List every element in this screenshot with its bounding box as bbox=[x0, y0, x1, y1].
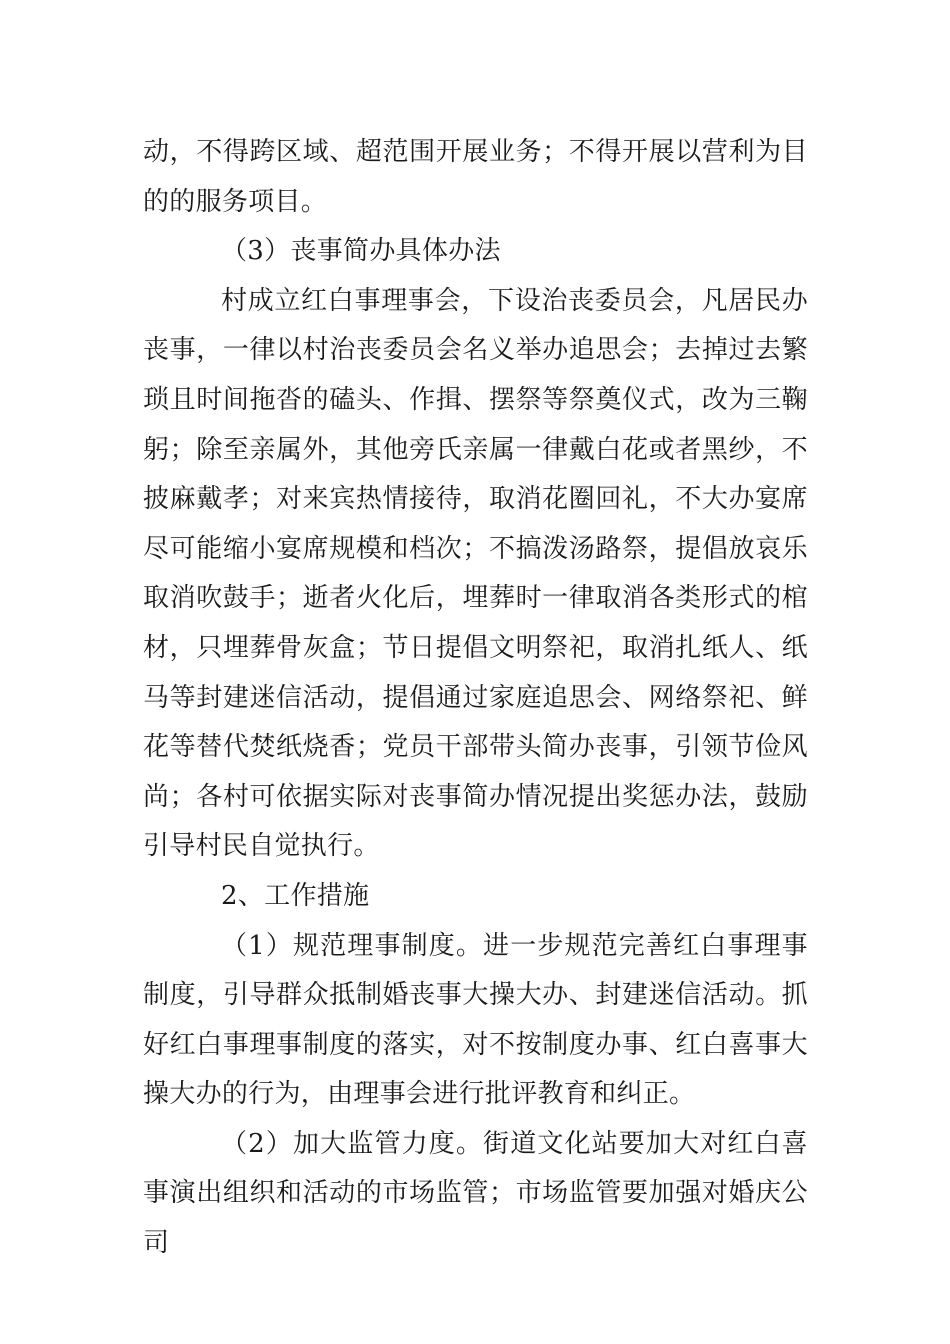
section-heading-work-measures: 2、工作措施 bbox=[221, 880, 370, 911]
paragraph-measure-2: （2）加大监管力度。街道文化站要加大对红白喜事演出组织和活动的市场监管；市场监管要加强对婚庆公司 bbox=[143, 1128, 808, 1259]
paragraph-measure-1: （1）规范理事制度。进一步规范完善红白事理事制度，引导群众抵制婚丧事大操大办、封建迷信活动。抓好红白事理事制度的落实，对不按制度办事、红白喜事大操大办的行为，由理事会进行批评教育和纠正。 bbox=[143, 930, 808, 1110]
paragraph-continuation: 动，不得跨区域、超范围开展业务；不得开展以营利为目的的服务项目。 bbox=[143, 137, 808, 217]
document-body bbox=[143, 128, 808, 1269]
subsection-heading-funeral-methods: （3）丧事简办具体办法 bbox=[221, 236, 501, 267]
paragraph-funeral-details: 村成立红白事理事会，下设治丧委员会，凡居民办丧事，一律以村治丧委员会名义举办追思会；去掉过去繁琐且时间拖沓的磕头、作揖、摆祭等祭奠仪式，改为三鞠躬；除至亲属外，其他旁氏亲属一律戴白花或者黑纱，不披麻戴孝；对来宾热情接待，取消花圈回礼，不大办宴席尽可能缩小宴席规模和档次；不搞泼汤路祭，提倡放哀乐取消吹鼓手；逝者火化后，埋葬时一律取消各类形式的棺材，只埋葬骨灰盒；节日提倡文明祭祀，取消扎纸人、纸马等封建迷信活动，提倡通过家庭追思会、网络祭祀、鲜花等替代焚纸烧香；党员干部带头简办丧事，引领节俭风尚；各村可依据实际对丧事简办情况提出奖惩办法，鼓励引导村民自觉执行。 bbox=[143, 285, 808, 862]
